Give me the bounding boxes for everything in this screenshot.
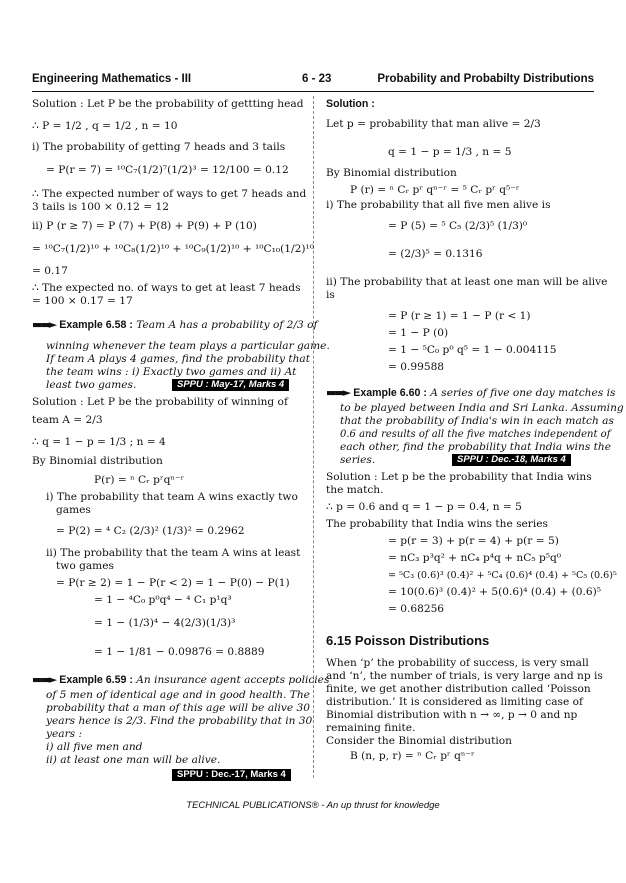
exam-badge: SPPU : Dec.-17, Marks 4 <box>172 769 291 781</box>
math-line: ∴ p = 0.6 and q = 1 − p = 0.4, n = 5 <box>326 501 522 513</box>
math-line: = 10(0.6)³ (0.4)² + 5(0.6)⁴ (0.4) + (0.6)⁵ <box>388 586 601 598</box>
left-column <box>32 98 330 780</box>
text-line: i) The probability of getting 7 heads and 3 tails <box>32 141 286 153</box>
example-text: years hence is 2/3. Find the probability that in 30 <box>46 715 313 727</box>
example-label: Example 6.59 : <box>59 674 133 686</box>
math-line: P(r) = ⁿ Cᵣ pʳqⁿ⁻ʳ <box>94 474 185 486</box>
paragraph-line: finite, we get another distribution called ‘Poisson <box>326 683 591 695</box>
math-line: = P (5) = ⁵ C₅ (2/3)⁵ (1/3)⁰ <box>388 220 528 232</box>
example-text: series. <box>340 454 376 466</box>
header-title: Engineering Mathematics - III <box>32 73 192 85</box>
header-page-number: 6 - 23 <box>302 73 332 85</box>
math-line: = ⁵C₃ (0.6)³ (0.4)² + ⁵C₄ (0.6)⁴ (0.4) + ⁵C₅ (0.6)⁵ <box>388 570 617 581</box>
text-line: two games <box>56 560 114 572</box>
section-heading: 6.15 Poisson Distributions <box>326 633 490 648</box>
paragraph-line: and ‘n’, the number of trials, is very large and np is <box>326 670 603 682</box>
math-line: ∴ P = 1/2 , q = 1/2 , n = 10 <box>32 120 178 132</box>
math-line: = p(r = 3) + p(r = 4) + p(r = 5) <box>388 535 559 547</box>
example-text: ii) at least one man will be alive. <box>46 754 221 766</box>
text-line: i) The probability that all five men alive is <box>326 199 551 211</box>
math-line: q = 1 − p = 1/3 , n = 5 <box>388 146 512 158</box>
paragraph-line: distribution.’ It is considered as limiting case of <box>326 696 583 708</box>
example-text: 0.6 and results of all the five matches independent of <box>340 429 611 440</box>
text-line: 3 tails is 100 × 0.12 = 12 <box>32 201 169 213</box>
example-text: Team A has a probability of 2/3 of <box>136 319 318 331</box>
right-column <box>326 98 624 762</box>
page-header <box>32 73 594 89</box>
text-line: is <box>326 289 335 301</box>
example-text: An insurance agent accepts policies <box>136 674 330 686</box>
example-text: A series of five one day matches is <box>430 387 616 399</box>
solution-heading: Solution : <box>326 98 375 110</box>
paragraph-line: Binomial distribution with n → ∞, p → 0 and np <box>326 709 578 721</box>
example-text: to be played between India and Sri Lanka. Assuming <box>340 402 624 414</box>
example-text: probability that a man of this age will be alive 30 <box>46 702 311 714</box>
math-line: = 1 − ⁴C₀ p⁰q⁴ − ⁴ C₁ p¹q³ <box>94 594 232 606</box>
arrow-icon: ▬▬► <box>32 318 56 331</box>
math-line: ii) P (r ≥ 7) = P (7) + P(8) + P(9) + P (10) <box>32 220 257 232</box>
text-line: games <box>56 504 91 516</box>
math-line: = P(2) = ⁴ C₂ (2/3)² (1/3)² = 0.2962 <box>56 525 245 537</box>
text-line: The probability that India wins the series <box>326 518 548 530</box>
example-label: Example 6.58 : <box>59 319 133 331</box>
example-6-58-heading <box>32 318 318 332</box>
math-line: team A = 2/3 <box>32 414 103 426</box>
arrow-icon: ▬▬► <box>32 673 56 686</box>
math-line: = 1 − P (0) <box>388 327 449 339</box>
text-line: = 0.17 <box>32 265 68 277</box>
text-line: By Binomial distribution <box>326 167 457 179</box>
example-6-59-heading <box>32 673 330 687</box>
text-line: ii) The probability that at least one man will be alive <box>326 276 608 288</box>
example-text: that the probability of India's win in each match as <box>340 415 614 427</box>
math-line: B (n, p, r) = ⁿ Cᵣ pʳ qⁿ⁻ʳ <box>350 750 475 762</box>
math-line: = P(r ≥ 2) = 1 − P(r < 2) = 1 − P(0) − P(1) <box>56 577 290 589</box>
example-label: Example 6.60 : <box>353 387 427 399</box>
example-text-last <box>326 454 594 467</box>
paragraph-line: Consider the Binomial distribution <box>326 735 512 747</box>
math-line: = 1 − 1/81 − 0.09876 = 0.8889 <box>94 646 265 658</box>
text-line: By Binomial distribution <box>32 455 163 467</box>
math-line: = ¹⁰C₇(1/2)¹⁰ + ¹⁰C₈(1/2)¹⁰ + ¹⁰C₉(1/2)¹⁰ + ¹⁰C₁₀(1/2)¹⁰ <box>32 243 314 255</box>
math-line: P (r) = ⁿ Cᵣ pʳ qⁿ⁻ʳ = ⁵ Cᵣ pʳ q⁵⁻ʳ <box>350 184 520 196</box>
exam-badge: SPPU : Dec.-18, Marks 4 <box>452 454 571 466</box>
example-text: of 5 men of identical age and in good health. The <box>46 689 310 701</box>
arrow-icon: ▬▬► <box>326 386 350 399</box>
page-footer: TECHNICAL PUBLICATIONS® - An up thrust for knowledge <box>186 800 440 811</box>
example-text-last <box>32 379 302 392</box>
example-text: each other, find the probability that India wins the <box>340 441 612 453</box>
example-text: i) all five men and <box>46 741 143 753</box>
math-line: ∴ q = 1 − p = 1/3 ; n = 4 <box>32 436 166 448</box>
example-text: If team A plays 4 games, find the probability that <box>46 353 310 365</box>
header-chapter: Probability and Probabilty Distributions <box>377 73 594 85</box>
math-line: = 0.99588 <box>388 361 445 373</box>
example-text: years : <box>46 728 83 740</box>
paragraph-line: remaining finite. <box>326 722 416 734</box>
math-line: = 1 − ⁵C₀ p⁰ q⁵ = 1 − 0.004115 <box>388 344 557 356</box>
text-line: = 100 × 0.17 = 17 <box>32 295 133 307</box>
paragraph-line: When ‘p’ the probability of success, is very small <box>326 657 589 669</box>
math-line: = 0.68256 <box>388 603 445 615</box>
math-line: Let p = probability that man alive = 2/3 <box>326 118 541 130</box>
exam-badge: SPPU : May-17, Marks 4 <box>172 379 289 391</box>
text-line: Solution : Let P be the probability of gettting head <box>32 98 304 110</box>
solution-line: Solution : Let p be the probability that India wins <box>326 471 592 483</box>
example-6-60-heading <box>326 386 616 400</box>
example-text: winning whenever the team plays a particular game. <box>46 340 330 352</box>
text-line: the match. <box>326 484 384 496</box>
text-line: ∴ The expected no. of ways to get at least 7 heads <box>32 282 301 294</box>
text-line: i) The probability that team A wins exactly two <box>46 491 298 503</box>
text-line: ii) The probability that the team A wins at least <box>46 547 301 559</box>
math-line: = P(r = 7) = ¹⁰C₇(1/2)⁷(1/2)³ = 12/100 = 0.12 <box>46 164 289 176</box>
text-line: ∴ The expected number of ways to get 7 heads and <box>32 188 307 200</box>
math-line: = (2/3)⁵ = 0.1316 <box>388 248 483 260</box>
math-line: = nC₃ p³q² + nC₄ p⁴q + nC₅ p⁵q⁰ <box>388 552 562 564</box>
solution-line: Solution : Let P be the probability of winning of <box>32 396 288 408</box>
header-rule <box>32 91 594 92</box>
math-line: = P (r ≥ 1) = 1 − P (r < 1) <box>388 310 531 322</box>
math-line: = 1 − (1/3)⁴ − 4(2/3)(1/3)³ <box>94 617 236 629</box>
example-text: the team wins : i) Exactly two games and ii) At <box>46 366 297 378</box>
example-text: least two games. <box>46 379 137 391</box>
